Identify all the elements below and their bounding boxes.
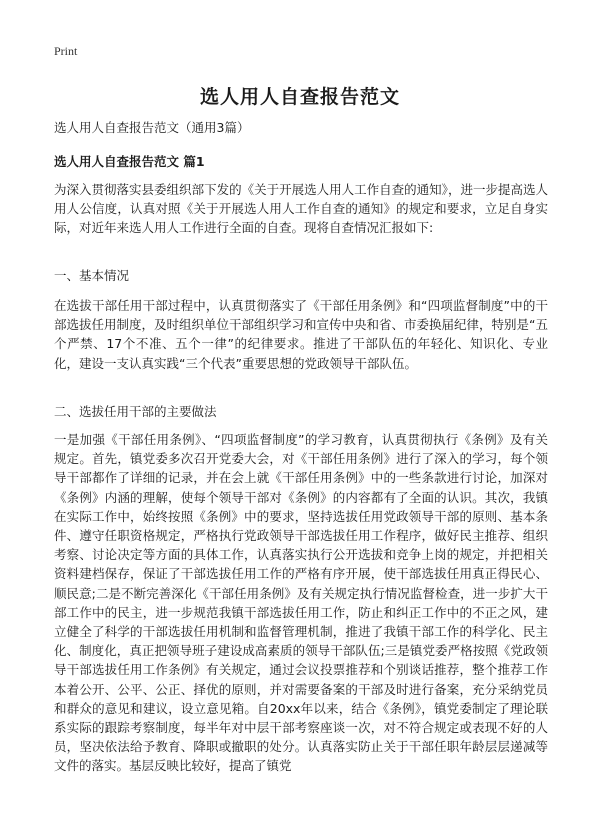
basic-situation-paragraph: 在选拔干部任用干部过程中，认真贯彻落实了《干部任用条例》和“四项监督制度”中的干部选拔任用制度，及时组织单位干部组织学习和宣传中央和省、市委换届纪律，特别是“五个严禁、17个不准、五个一律”的纪律要求。推进了干部队伍的年轻化、知识化、专业化，建设一支认真实践“三个代表”重要思想的党政领导干部队伍。: [54, 298, 548, 371]
main-practices-paragraph: 一是加强《干部任用条例》、“四项监督制度”的学习教育，认真贯彻执行《条例》及有关规定。首先，镇党委多次召开党委大会，对《干部任用条例》进行了深入的学习，每个领导干部都作了详细的记录，并在会上就《干部任用条例》中的一些条款进行讨论，加深对《条例》内涵的理解，使每个领导干部对《条例》的内容都有了全面的认识。其次，我镇在实际工作中，始终按照《条例》中的要求，坚持选拔任用党政领导干部的原则、基本条件、遵守任职资格规定，严格执行党政领导干部选拔任用工作程序，做好民主推荐、组织考察、讨论决定等方面的具体工作，认真落实执行公开选拔和竞争上岗的规定，并把相关资料建档保存，保证了干部选拔任用工作的严格有序开展，使干部选拔任用真正得民心、顺民意;二是不断完善深化《干部任用条例》及有关规定执行情况监督检查，进一步扩大干部工作中的民主，进一步规范我镇干部选拔任用工作，防止和纠正工作中的不正之风，建立健全了科学的干部选拔任用机制和监督管理机制，推进了我镇干部工作的科学化、民主化、制度化，真正把领导班子建设成高素质的领导干部队伍;三是镇党委严格按照《党政领导干部选拔任用工作条例》有关规定，通过会议投票推荐和个别谈话推荐，整个推荐工作本着公开、公平、公正、择优的原则，并对需要备案的干部及时进行备案，充分采纳党员和群众的意见和建议，设立意见箱。自20xx年以来，结合《条例》，镇党委制定了理论联系实际的跟踪考察制度，每半年对中层干部考察座谈一次，对不符合规定或表现不好的人员，坚决依法给予教育、降职或撤职的处分。认真落实防止关于干部任职年龄层层递减等文件的落实。基层反映比较好，提高了镇党: [54, 432, 548, 774]
heading-basic-situation: 一、基本情况: [54, 268, 130, 283]
intro-paragraph: 为深入贯彻落实县委组织部下发的《关于开展选人用人工作自查的通知》，进一步提高选人用人公信度，认真对照《关于开展选人用人工作自查的通知》的规定和要求，立足自身实际，对近年来选人用人工作进行全面的自查。现将自查情况汇报如下:: [54, 182, 548, 236]
heading-main-practices: 二、选拔任用干部的主要做法: [54, 404, 217, 419]
section-heading: 选人用人自查报告范文 篇1: [54, 154, 205, 169]
document-subtitle: 选人用人自查报告范文（通用3篇）: [54, 120, 250, 135]
page-title: 选人用人自查报告范文: [199, 86, 400, 108]
print-link[interactable]: Print: [54, 44, 78, 58]
